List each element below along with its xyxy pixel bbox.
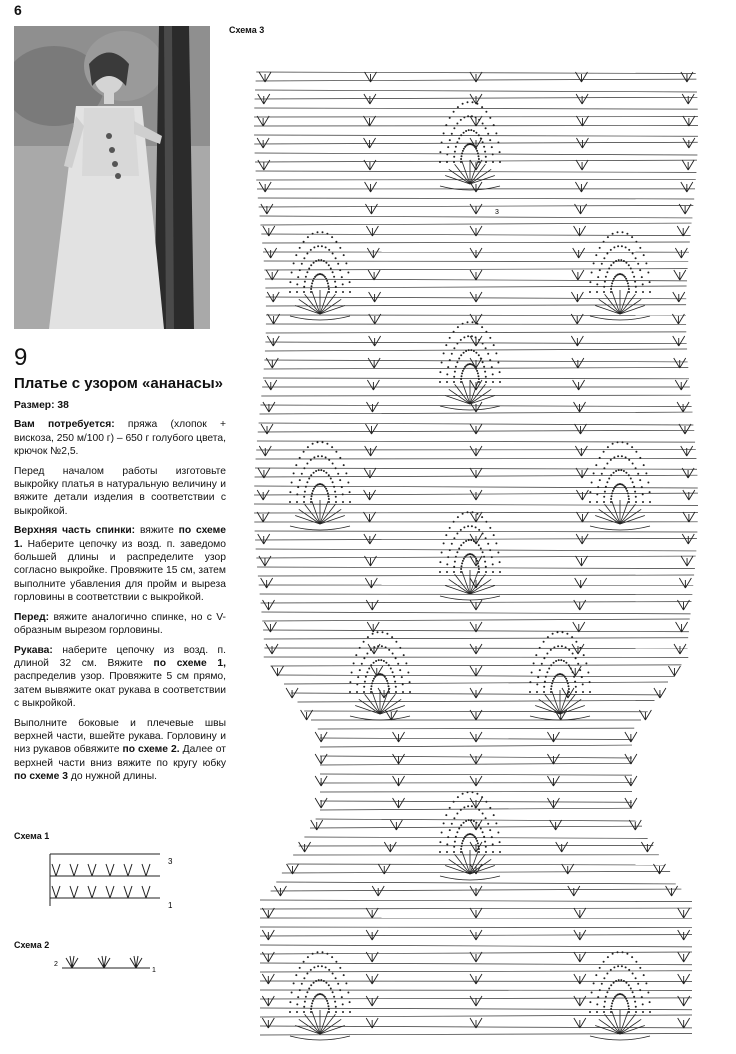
scheme1-row-bottom: 1 bbox=[168, 901, 173, 910]
assembly-paragraph bbox=[14, 717, 226, 784]
size-line bbox=[14, 399, 226, 412]
needs-label: Вам потребуется: bbox=[14, 419, 115, 431]
sleeve-label: Рукава: bbox=[14, 644, 53, 656]
scheme3-row-mark: 3 bbox=[495, 209, 499, 216]
back-text-1: вяжите bbox=[139, 525, 174, 537]
materials bbox=[14, 418, 226, 458]
article-text bbox=[14, 345, 226, 790]
scheme3-diagram bbox=[220, 32, 732, 1050]
scheme2-diagram bbox=[52, 950, 162, 974]
scheme1-row-top: 3 bbox=[168, 857, 173, 866]
front-text: вяжите аналогично спинке, но с V-образным вырезом горловины. bbox=[14, 611, 226, 637]
assembly-text-1: Выполните боковые и плечевые швы верхней части, вшейте рукава. Горловину и низ рукавов обвяжите bbox=[14, 717, 226, 756]
intro-paragraph: Перед началом работы изготовьте выкройку платья в натуральную величину и вяжите детали изделия в соответствии с выкройкой. bbox=[14, 465, 226, 517]
back-paragraph bbox=[14, 524, 226, 604]
back-bold-1: по схеме 1. bbox=[14, 525, 226, 550]
sleeve-text-2: распределив узор. Провяжите 5 см прямо, затем вывяжите окат рукава в соответствии с выкройкой. bbox=[14, 671, 226, 710]
back-text-2: Наберите цепочку из возд. п. заведомо большей длины и распределите узор согласно выкройке. Провяжите 15 см, затем выполните убавления для пройм и выреза горловины в соответствии с выкройкой. bbox=[14, 538, 226, 604]
size-value: 38 bbox=[57, 400, 69, 411]
scheme2-row-bottom: 1 bbox=[152, 967, 156, 974]
back-label: Верхняя часть спинки: bbox=[14, 525, 136, 537]
front-paragraph bbox=[14, 611, 226, 638]
scheme1-label: Схема 1 bbox=[14, 831, 50, 841]
front-label: Перед: bbox=[14, 611, 50, 623]
page-number: 6 bbox=[14, 2, 22, 18]
assembly-text-3: до нужной длины. bbox=[70, 771, 158, 783]
article-title: Платье с узором «ананасы» bbox=[14, 375, 224, 392]
sleeve-text-1: наберите цепочку из возд. п. длиной 32 см. Вяжите bbox=[14, 644, 226, 669]
size-label: Размер: bbox=[14, 400, 55, 411]
scheme2-label: Схема 2 bbox=[14, 940, 50, 950]
model-photo bbox=[14, 26, 210, 329]
scheme2-row-top: 2 bbox=[54, 961, 58, 968]
assembly-bold-2: по схеме 3 bbox=[14, 771, 68, 783]
article-number: 9 bbox=[14, 344, 28, 371]
scheme3-label: Схема 3 bbox=[229, 25, 265, 35]
assembly-bold-1: по схеме 2. bbox=[122, 744, 180, 756]
sleeve-paragraph bbox=[14, 644, 226, 711]
needs-text: пряжа (хлопок + вискоза, 250 м/100 г) – 650 г голубого цвета, крючок №2,5. bbox=[14, 419, 226, 458]
sleeve-bold: по схеме 1, bbox=[153, 657, 226, 669]
assembly-text-2: Далее от верхней части вниз вяжите по кругу юбку bbox=[14, 744, 226, 769]
scheme1-diagram bbox=[40, 848, 190, 914]
